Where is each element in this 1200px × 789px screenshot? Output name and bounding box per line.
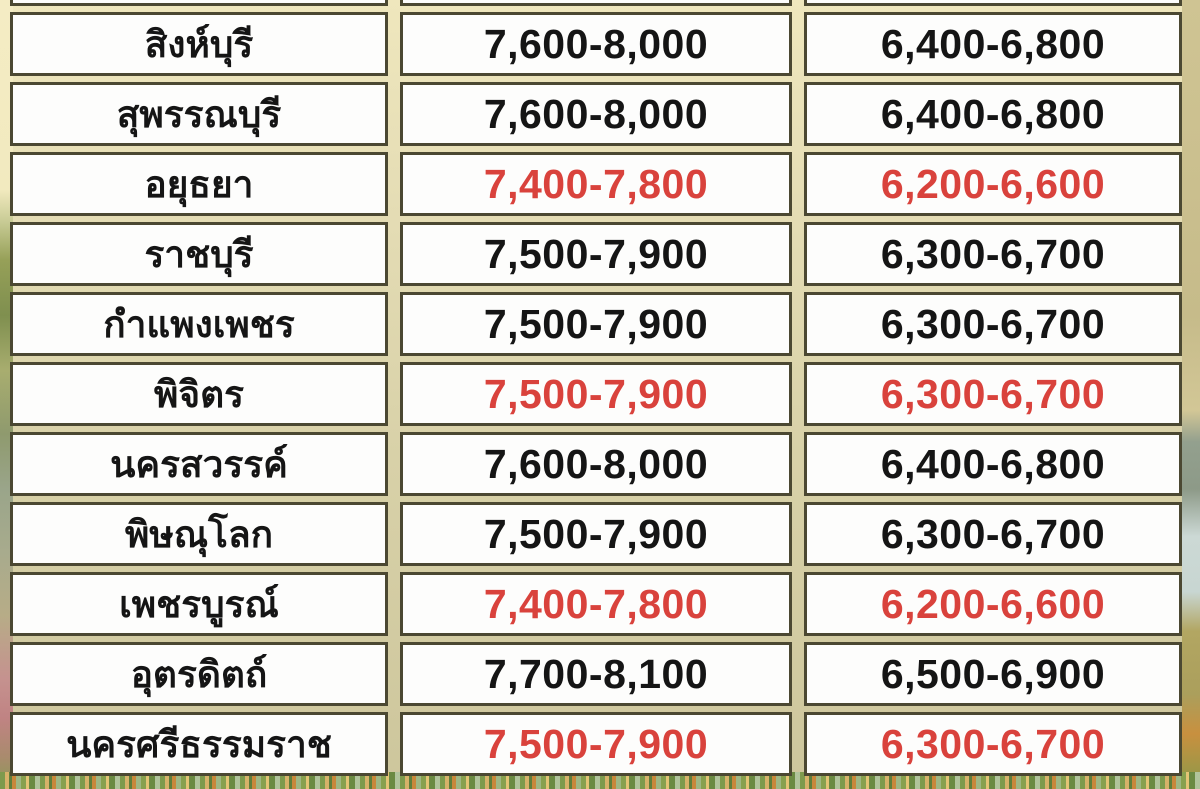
- price-range-cell-2: 6,300-6,700: [804, 222, 1182, 286]
- province-cell: ราชบุรี: [10, 222, 388, 286]
- price-range-cell-2: 6,400-6,800: [804, 12, 1182, 76]
- price-range-cell-2: 6,300-6,700: [804, 292, 1182, 356]
- price-range-cell-1: 7,500-7,900: [400, 222, 792, 286]
- price-range-cell-2: 6,300-6,700: [804, 362, 1182, 426]
- province-cell: [10, 0, 388, 6]
- province-cell: เพชรบูรณ์: [10, 572, 388, 636]
- price-range-cell-1: 7,500-7,900: [400, 292, 792, 356]
- province-cell: อยุธยา: [10, 152, 388, 216]
- province-cell: สุพรรณบุรี: [10, 82, 388, 146]
- province-cell: อุตรดิตถ์: [10, 642, 388, 706]
- background-photo-right-margin: [1182, 0, 1200, 789]
- price-range-cell-1: 7,600-8,000: [400, 12, 792, 76]
- price-range-cell-2: 6,300-6,700: [804, 502, 1182, 566]
- price-range-cell-1: 7,400-7,800: [400, 572, 792, 636]
- price-range-cell-1: 7,600-8,000: [400, 82, 792, 146]
- price-range-cell-1: 7,400-7,800: [400, 152, 792, 216]
- province-cell: พิษณุโลก: [10, 502, 388, 566]
- price-range-cell-1: 7,500-7,900: [400, 362, 792, 426]
- price-range-cell-2: 6,200-6,600: [804, 152, 1182, 216]
- price-range-cell-1: 7,600-8,000: [400, 432, 792, 496]
- price-range-cell-2: 6,300-6,700: [804, 712, 1182, 776]
- province-cell: นครศรีธรรมราช: [10, 712, 388, 776]
- price-range-cell-1: 7,500-7,900: [400, 502, 792, 566]
- province-cell: นครสวรรค์: [10, 432, 388, 496]
- price-range-cell-1: 7,500-7,900: [400, 712, 792, 776]
- price-range-cell-2: 6,200-6,600: [804, 572, 1182, 636]
- price-table: [10, 0, 1182, 776]
- price-range-cell-2: [804, 0, 1182, 6]
- price-range-cell-2: 6,400-6,800: [804, 82, 1182, 146]
- price-range-cell-1: 7,700-8,100: [400, 642, 792, 706]
- price-range-cell-2: 6,400-6,800: [804, 432, 1182, 496]
- province-cell: กำแพงเพชร: [10, 292, 388, 356]
- price-range-cell-1: [400, 0, 792, 6]
- price-range-cell-2: 6,500-6,900: [804, 642, 1182, 706]
- province-cell: สิงห์บุรี: [10, 12, 388, 76]
- province-cell: พิจิตร: [10, 362, 388, 426]
